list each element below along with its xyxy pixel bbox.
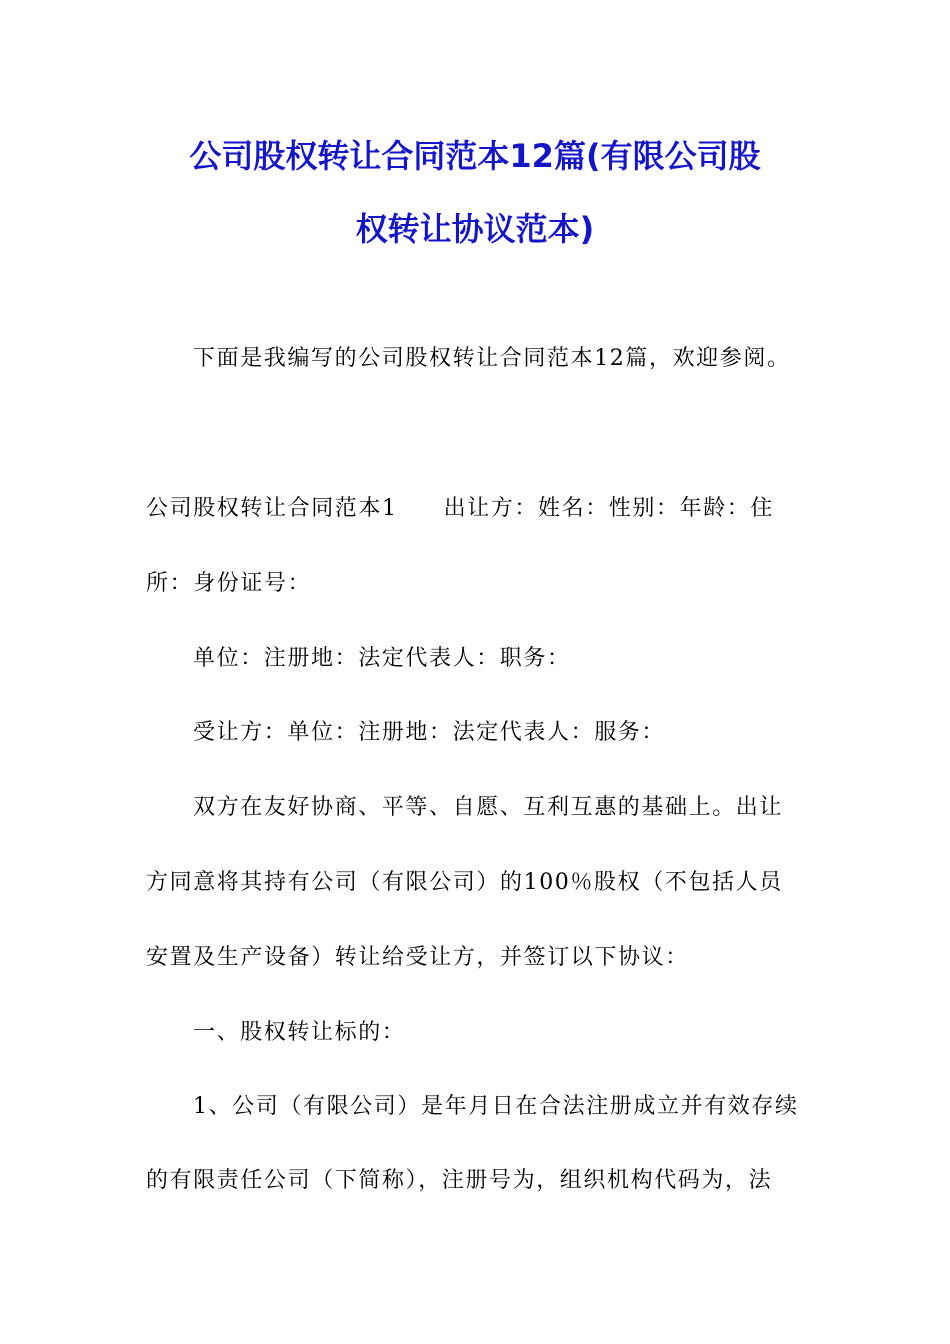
paragraph-line-2: 所：身份证号： bbox=[146, 571, 312, 596]
document-title-line-1: 公司股权转让合同范本12篇(有限公司股 bbox=[189, 137, 761, 175]
paragraph-line-9: 1、公司（有限公司）是年月日在合法注册成立并有效存续 bbox=[193, 1094, 799, 1119]
paragraph-line-3: 单位：注册地：法定代表人：职务： bbox=[193, 646, 571, 671]
paragraph-line-5: 双方在友好协商、平等、自愿、互利互惠的基础上。出让 bbox=[193, 795, 784, 820]
paragraph-line-1 bbox=[146, 494, 774, 524]
seller-info: 出让方：姓名：性别：年龄：住 bbox=[443, 496, 775, 521]
paragraph-line-4: 受让方：单位：注册地：法定代表人：服务： bbox=[193, 720, 666, 745]
paragraph-line-7: 安置及生产设备）转让给受让方，并签订以下协议： bbox=[146, 945, 689, 970]
paragraph-line-8: 一、股权转让标的： bbox=[193, 1020, 406, 1045]
paragraph-line-6: 方同意将其持有公司（有限公司）的100％股权（不包括人员 bbox=[146, 870, 783, 895]
paragraph-line-10: 的有限责任公司（下简称），注册号为，组织机构代码为，法 bbox=[146, 1168, 773, 1193]
document-title-line-2: 权转让协议范本) bbox=[355, 210, 595, 248]
intro-paragraph: 下面是我编写的公司股权转让合同范本12篇，欢迎参阅。 bbox=[193, 346, 791, 371]
section-heading: 公司股权转让合同范本1 bbox=[146, 496, 398, 521]
